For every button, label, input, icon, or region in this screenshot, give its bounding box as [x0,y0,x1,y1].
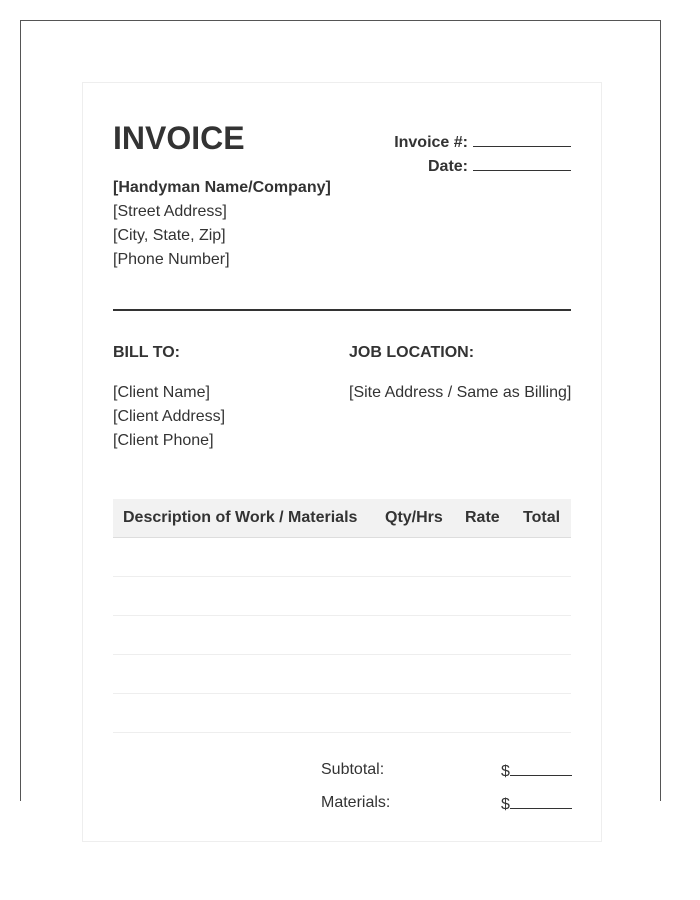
table-header [113,499,571,538]
materials-field[interactable] [510,794,572,809]
document-frame [20,20,661,813]
job-location-heading: JOB LOCATION: [349,344,475,361]
table-row[interactable] [113,655,571,694]
subtotal-currency: $ [501,763,510,780]
col-qty: Qty/Hrs [385,509,443,526]
city-state-zip: [City, State, Zip] [113,227,226,244]
table-row[interactable] [113,694,571,733]
table-row[interactable] [113,538,571,577]
invoice-title: INVOICE [113,120,245,156]
client-name: [Client Name] [113,384,210,401]
subtotal-field[interactable] [510,761,572,776]
site-address: [Site Address / Same as Billing] [349,384,572,401]
col-total: Total [523,509,561,526]
invoice-number-row [394,132,571,152]
handyman-name: [Handyman Name/Company] [113,179,331,196]
subtotal-label: Subtotal: [321,761,385,778]
invoice-sheet [82,82,602,842]
materials-value[interactable] [501,794,572,814]
col-rate: Rate [465,509,500,526]
date-label: Date: [427,158,468,175]
col-description: Description of Work / Materials [123,509,358,526]
subtotal-value[interactable] [501,761,572,781]
client-address: [Client Address] [113,408,226,425]
line-items-table [113,499,571,733]
header-divider [113,309,571,311]
table-row[interactable] [113,616,571,655]
materials-label: Materials: [321,794,391,811]
invoice-number-label: Invoice #: [394,134,468,151]
street-address: [Street Address] [113,203,227,220]
invoice-number-field[interactable] [473,132,571,147]
client-phone: [Client Phone] [113,432,214,449]
phone-number: [Phone Number] [113,251,230,268]
date-field[interactable] [473,156,571,171]
date-row [428,156,571,176]
bill-to-heading: BILL TO: [113,344,180,361]
materials-currency: $ [501,796,510,813]
table-row[interactable] [113,577,571,616]
